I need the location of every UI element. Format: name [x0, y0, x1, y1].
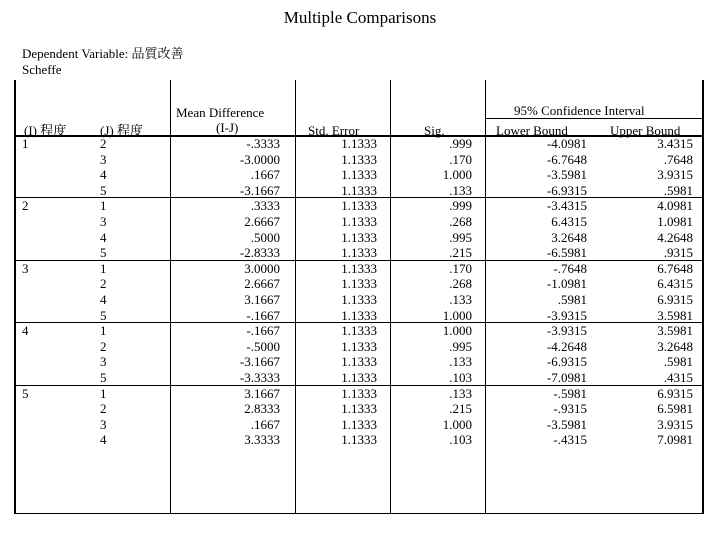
mean-difference-cell: 2.8333	[244, 401, 280, 417]
j-cell: 5	[100, 307, 107, 323]
upper-bound-cell: 4.0981	[657, 198, 693, 214]
lower-bound-cell: -6.9315	[546, 182, 587, 198]
header-sig: Sig.	[424, 123, 445, 138]
mean-difference-cell: -3.0000	[239, 151, 280, 167]
group-i-cell: 5	[22, 385, 29, 401]
lower-bound-cell: -.5981	[553, 385, 587, 401]
sig-cell: .999	[449, 198, 472, 214]
std-error-cell: 1.1333	[341, 182, 377, 198]
std-error-cell: 1.1333	[341, 432, 377, 448]
j-cell: 1	[100, 260, 107, 276]
j-cell: 2	[100, 136, 107, 151]
upper-bound-cell: 1.0981	[657, 214, 693, 229]
mean-difference-cell: .5000	[250, 229, 280, 245]
j-cell: 3	[100, 151, 107, 167]
std-error-cell: 1.1333	[341, 385, 377, 401]
mean-difference-cell: .1667	[250, 167, 280, 183]
std-error-cell: 1.1333	[341, 260, 377, 276]
ci-header-rule	[485, 118, 704, 119]
lower-bound-cell: -3.5981	[546, 167, 587, 183]
std-error-cell: 1.1333	[341, 416, 377, 432]
column-divider	[485, 80, 486, 514]
header-j: (J) 程度	[100, 123, 143, 138]
lower-bound-cell: -3.9315	[546, 307, 587, 323]
sig-cell: .133	[449, 385, 472, 401]
lower-bound-cell: -7.0981	[546, 370, 587, 385]
std-error-cell: 1.1333	[341, 292, 377, 307]
upper-bound-cell: .9315	[663, 245, 693, 261]
std-error-cell: 1.1333	[341, 198, 377, 214]
j-cell: 5	[100, 182, 107, 198]
mean-difference-cell: .1667	[250, 416, 280, 432]
column-divider	[295, 80, 296, 514]
lower-bound-cell: -6.5981	[546, 245, 587, 261]
mean-difference-cell: 3.0000	[244, 260, 280, 276]
lower-bound-cell: -3.5981	[546, 416, 587, 432]
upper-bound-cell: 7.0981	[657, 432, 693, 448]
table-title: Multiple Comparisons	[283, 8, 437, 27]
group-i-cell: 2	[22, 198, 29, 214]
j-cell: 2	[100, 401, 107, 417]
j-cell: 4	[100, 229, 107, 245]
j-cell: 2	[100, 338, 107, 354]
sig-cell: 1.000	[442, 307, 472, 323]
std-error-cell: 1.1333	[341, 136, 377, 151]
lower-bound-cell: -6.9315	[546, 354, 587, 370]
sig-cell: .215	[449, 245, 472, 261]
std-error-cell: 1.1333	[341, 354, 377, 370]
column-divider	[170, 80, 171, 514]
upper-bound-cell: 3.9315	[657, 416, 693, 432]
header-mean-diff-sub: (I-J)	[216, 120, 239, 135]
sig-cell: .170	[449, 151, 472, 167]
j-cell: 4	[100, 292, 107, 307]
upper-bound-cell: .7648	[663, 151, 693, 167]
std-error-cell: 1.1333	[341, 338, 377, 354]
j-cell: 2	[100, 276, 107, 292]
mean-difference-cell: -2.8333	[239, 245, 280, 261]
sig-cell: .995	[449, 338, 472, 354]
std-error-cell: 1.1333	[341, 276, 377, 292]
lower-bound-cell: -.7648	[553, 260, 587, 276]
header-lower-bound: Lower Bound	[496, 123, 568, 138]
sig-cell: 1.000	[442, 323, 472, 339]
header-upper-bound: Upper Bound	[610, 123, 681, 138]
lower-bound-cell: 3.2648	[551, 229, 587, 245]
dependent-variable-label: Dependent Variable: 品質改善	[22, 46, 184, 61]
std-error-cell: 1.1333	[341, 401, 377, 417]
sig-cell: .268	[449, 276, 472, 292]
group-i-cell: 1	[22, 136, 29, 151]
lower-bound-cell: -.9315	[553, 401, 587, 417]
upper-bound-cell: .5981	[663, 182, 693, 198]
lower-bound-cell: -3.9315	[546, 323, 587, 339]
lower-bound-cell: -4.0981	[546, 136, 587, 151]
group-i-cell: 3	[22, 260, 29, 276]
sig-cell: 1.000	[442, 167, 472, 183]
std-error-cell: 1.1333	[341, 307, 377, 323]
j-cell: 4	[100, 167, 107, 183]
mean-difference-cell: 3.3333	[244, 432, 280, 448]
lower-bound-cell: -1.0981	[546, 276, 587, 292]
j-cell: 1	[100, 385, 107, 401]
sig-cell: .103	[449, 432, 472, 448]
sig-cell: .268	[449, 214, 472, 229]
mean-difference-cell: .3333	[250, 198, 280, 214]
group-i-cell: 4	[22, 323, 29, 339]
upper-bound-cell: 4.2648	[657, 229, 693, 245]
std-error-cell: 1.1333	[341, 323, 377, 339]
header-mean-diff: Mean Difference	[176, 105, 265, 120]
sig-cell: .995	[449, 229, 472, 245]
mean-difference-cell: 3.1667	[244, 385, 280, 401]
mean-difference-cell: -.1667	[246, 323, 280, 339]
j-cell: 3	[100, 354, 107, 370]
header-i: (I) 程度	[24, 123, 67, 138]
sig-cell: .215	[449, 401, 472, 417]
sig-cell: .133	[449, 292, 472, 307]
j-cell: 5	[100, 370, 107, 385]
mean-difference-cell: 2.6667	[244, 276, 280, 292]
header-std-error: Std. Error	[308, 123, 360, 138]
mean-difference-cell: -.3333	[246, 136, 280, 151]
j-cell: 3	[100, 416, 107, 432]
std-error-cell: 1.1333	[341, 229, 377, 245]
sig-cell: 1.000	[442, 416, 472, 432]
upper-bound-cell: 3.2648	[657, 338, 693, 354]
sig-cell: .133	[449, 354, 472, 370]
j-cell: 1	[100, 323, 107, 339]
mean-difference-cell: -3.1667	[239, 182, 280, 198]
mean-difference-cell: 2.6667	[244, 214, 280, 229]
upper-bound-cell: 6.5981	[657, 401, 693, 417]
std-error-cell: 1.1333	[341, 214, 377, 229]
mean-difference-cell: 3.1667	[244, 292, 280, 307]
upper-bound-cell: 3.5981	[657, 323, 693, 339]
sig-cell: .170	[449, 260, 472, 276]
method-label: Scheffe	[22, 62, 62, 77]
std-error-cell: 1.1333	[341, 151, 377, 167]
lower-bound-cell: .5981	[557, 292, 587, 307]
mean-difference-cell: -.1667	[246, 307, 280, 323]
mean-difference-cell: -3.1667	[239, 354, 280, 370]
sig-cell: .103	[449, 370, 472, 385]
upper-bound-cell: 6.7648	[657, 260, 693, 276]
upper-bound-cell: 3.4315	[657, 136, 693, 151]
sig-cell: .999	[449, 136, 472, 151]
upper-bound-cell: 6.9315	[657, 385, 693, 401]
upper-bound-cell: .4315	[663, 370, 693, 385]
mean-difference-cell: -3.3333	[239, 370, 280, 385]
upper-bound-cell: 6.9315	[657, 292, 693, 307]
lower-bound-cell: -6.7648	[546, 151, 587, 167]
j-cell: 3	[100, 214, 107, 229]
j-cell: 4	[100, 432, 107, 448]
sig-cell: .133	[449, 182, 472, 198]
j-cell: 5	[100, 245, 107, 261]
lower-bound-cell: -.4315	[553, 432, 587, 448]
std-error-cell: 1.1333	[341, 245, 377, 261]
mean-difference-cell: -.5000	[246, 338, 280, 354]
column-divider	[390, 80, 391, 514]
upper-bound-cell: 3.9315	[657, 167, 693, 183]
lower-bound-cell: 6.4315	[551, 214, 587, 229]
lower-bound-cell: -3.4315	[546, 198, 587, 214]
upper-bound-cell: 3.5981	[657, 307, 693, 323]
j-cell: 1	[100, 198, 107, 214]
header-ci: 95% Confidence Interval	[514, 103, 645, 118]
upper-bound-cell: 6.4315	[657, 276, 693, 292]
std-error-cell: 1.1333	[341, 167, 377, 183]
upper-bound-cell: .5981	[663, 354, 693, 370]
std-error-cell: 1.1333	[341, 370, 377, 385]
lower-bound-cell: -4.2648	[546, 338, 587, 354]
